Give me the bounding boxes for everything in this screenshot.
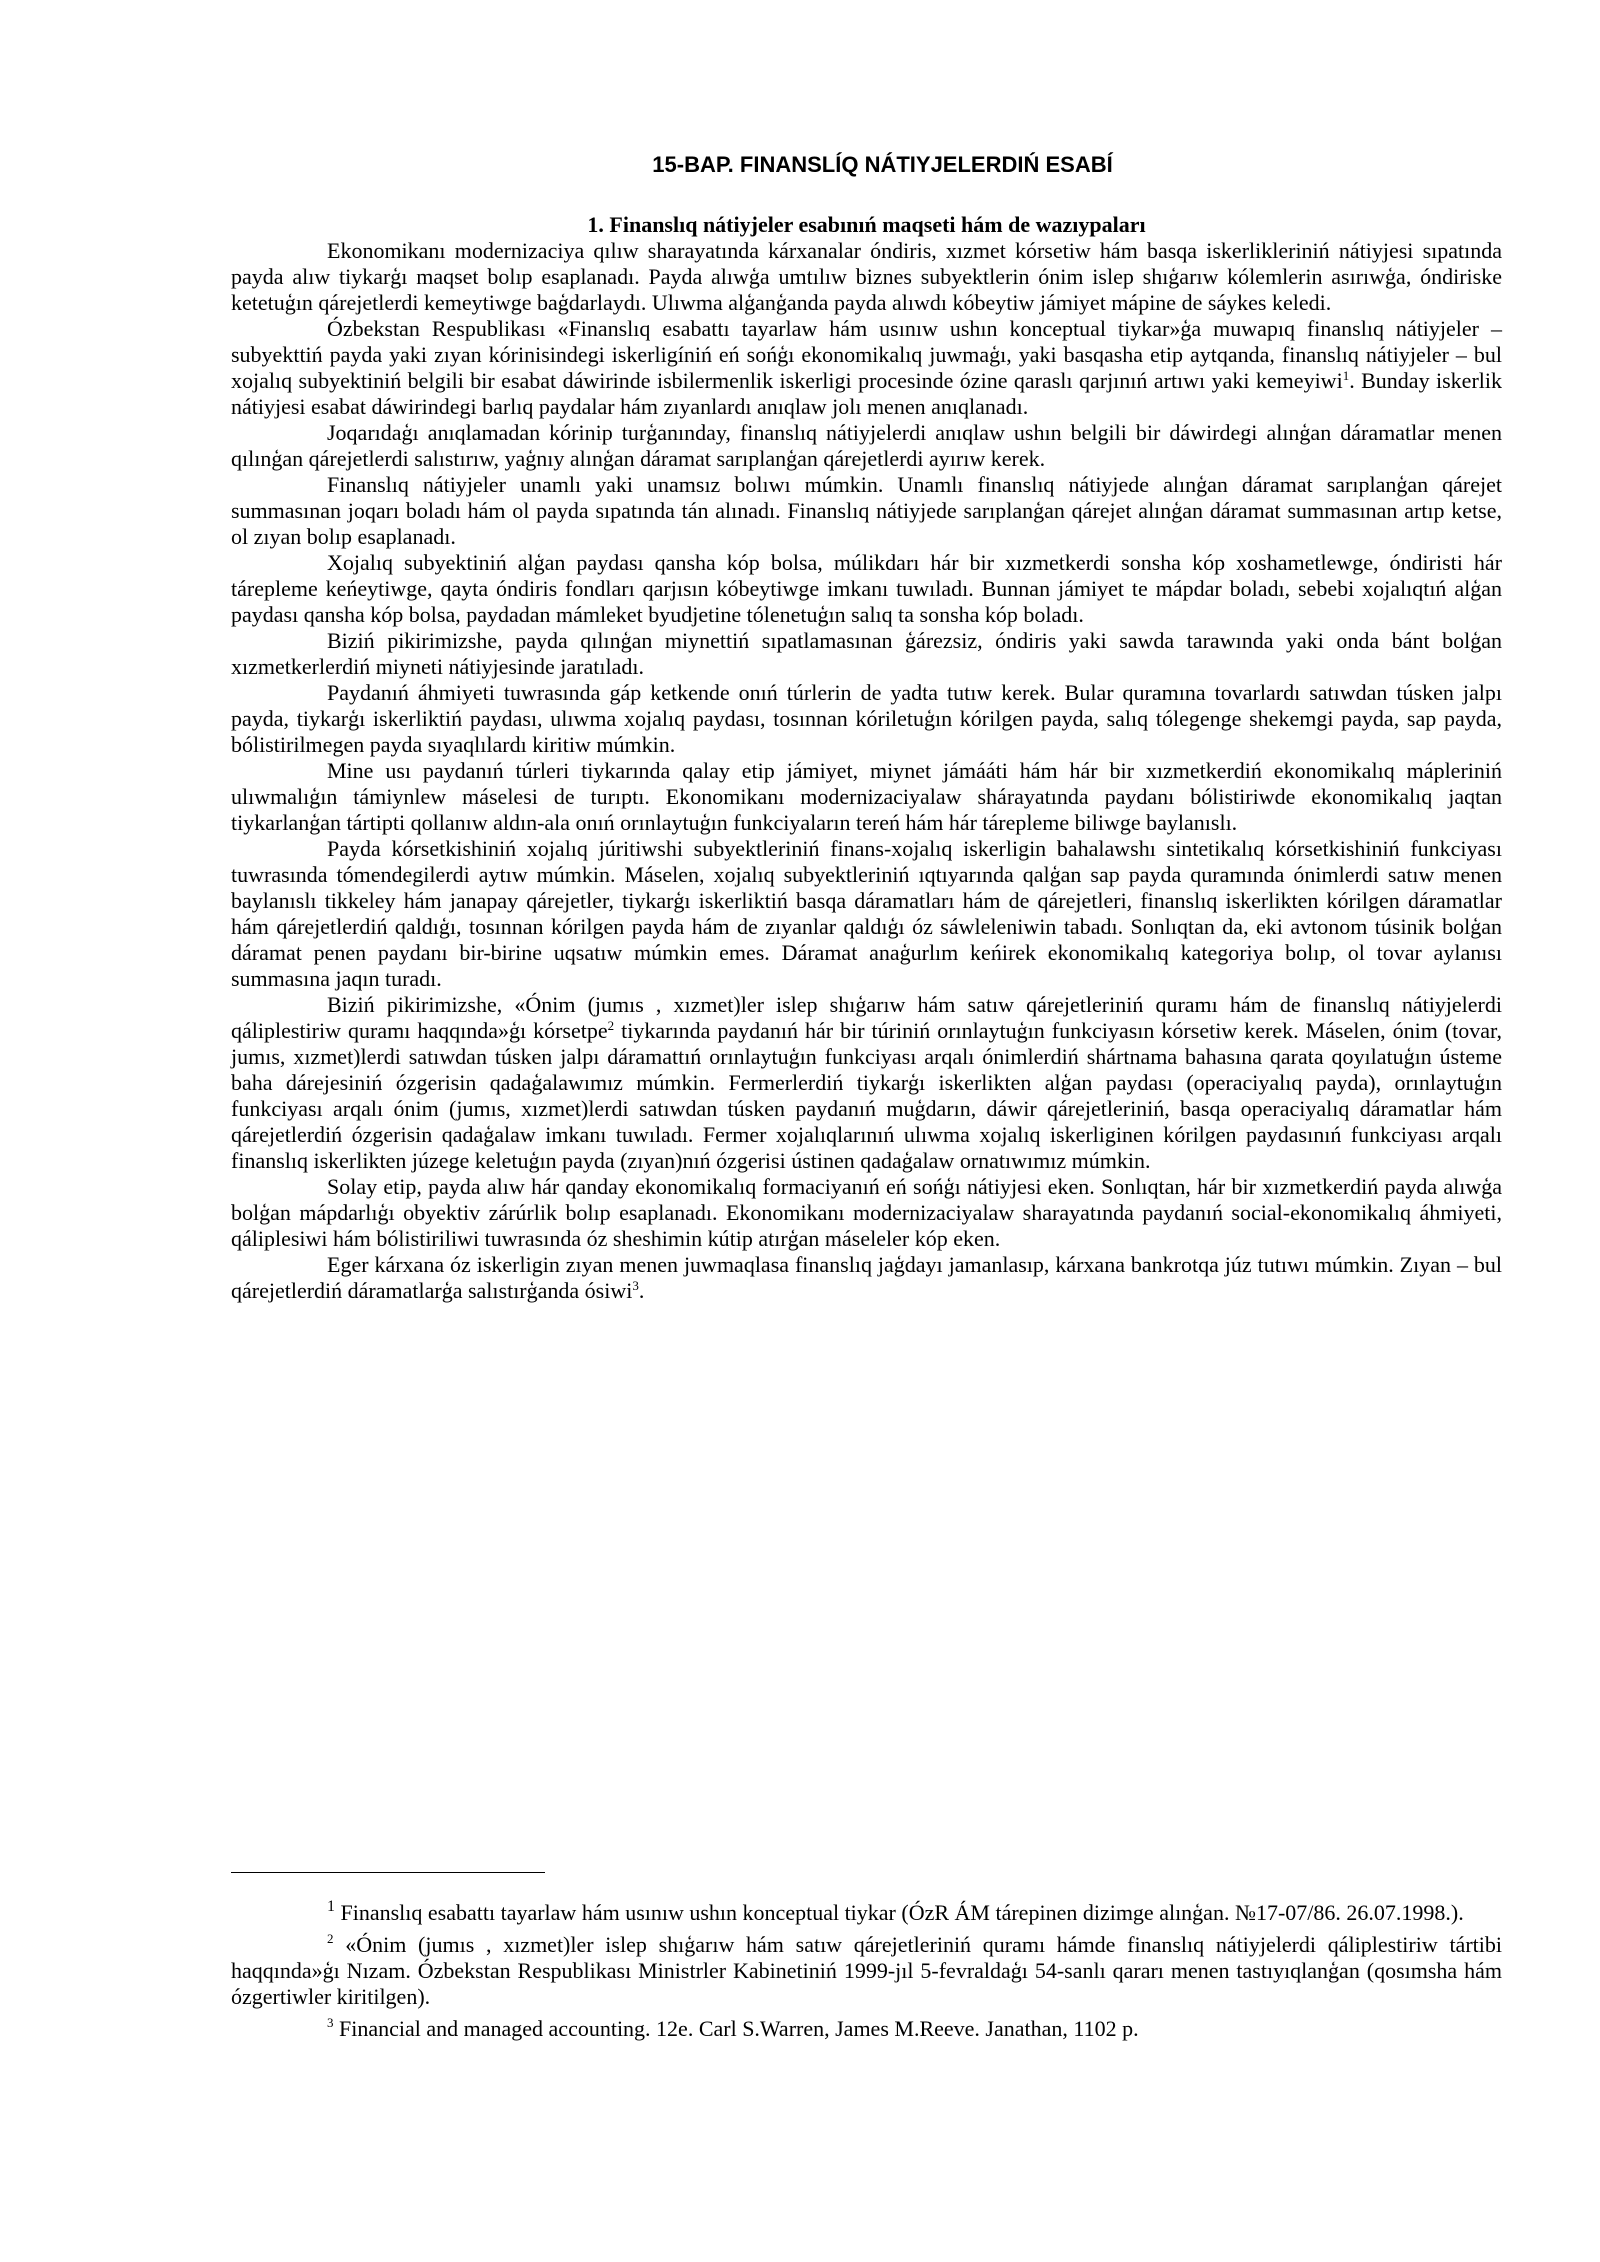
paragraph-11: Solay etip, payda alıw hár qanday ekonomikalıq formaciyanıń eń sońģı nátiyjesi eken. Sonlıqtan, hár bir xızmetkerdiń payda alıwģa bolģan mápdarlıģı obyektiv zárúrlik bolıp esaplanadı. Ekonomikanı modernizaciyalaw sharayatında paydanıń social-ekonomikalıq áhmiyeti, qáliplesiwi hám bólistiriliwi tuwrasında óz sheshimin kútip atırģan máseleler kóp eken.	[231, 1174, 1502, 1251]
document-page	[231, 150, 1502, 1304]
paragraph-8: Mine usı paydanıń túrleri tiykarında qalay etip jámiyet, miynet jámááti hám hár bir xızmetkerdiń ekonomikalıq mápleriniń ulıwmalıģın támiynlew máselesi de turıptı. Ekonomikanı modernizaciyalaw shárayatında paydanı bólistiriwde ekonomikalıq jaqtan tiykarlanģan tártipti qollanıw aldın-ala onıń orınlaytuģın funkciyaların tereń hám hár tárepleme biliwge baylanıslı.	[231, 758, 1502, 835]
footnote-mark-2: 2	[327, 1931, 334, 1946]
footnote-3: $^3$ Financial and managed accounting. 12e. Carl S.Warren, James M.Reeve. Janathan, 1102 p.	[327, 2015, 1139, 2041]
paragraph-7: Paydanıń áhmiyeti tuwrasında gáp ketkende onıń túrlerin de yadta tutıw kerek. Bular quramına tovarlardı satıwdan túsken jalpı payda, tiykarģı iskerliktiń paydası, ulıwma xojalıq paydası, tosınnan kóriletuģın kórilgen payda, salıq tólegenge shekemgi payda, sap payda, bólistirilmegen payda sıyaqlılardı kiritiw múmkin.	[231, 680, 1502, 757]
paragraph-3: Joqarıdaģı anıqlamadan kórinip turģanınday, finanslıq nátiyjelerdi anıqlaw ushın belgili bir dáwirdegi alınģan dáramatlar menen qılınģan qárejetlerdi salıstırıw, yaģnıy alınģan dáramat sarıplanģan qárejetlerdi ayırıw kerek.	[231, 420, 1502, 471]
footnote-ref-2[interactable]: 2	[607, 1018, 615, 1033]
footnote-2: $^2$ «Ónim (jumıs , xızmet)ler islep shıģarıw hám satıw qárejetleriniń quramı hámde finanslıq nátiyjelerdi qáliplestiriw tártibi haqqında»ģı Nızam. Ózbekstan Respublikası Ministrler Kabinetiniń 1999-jıl 5-fevraldaģı 54-sanlı qararı menen tastıyıqlanģan (qosımsha hám ózgertiwler kiritilgen).	[231, 1931, 1502, 2009]
paragraph-1: Ekonomikanı modernizaciya qılıw sharayatında kárxanalar óndiris, xızmet kórsetiw hám basqa iskerlikleriniń nátiyjesi sıpatında payda alıw tiykarģı maqset bolıp esaplanadı. Payda alıwģa umtılıw biznes subyektlerin ónim islep shıģarıw kólemlerin asırıwģa, óndiriske ketetuģın qárejetlerdi kemeytiwge baģdarlaydı. Ulıwma alģanģanda payda alıwdı kóbeytiw jámiyet mápine de sáykes keledi.	[231, 238, 1502, 315]
paragraph-6: Biziń pikirimizshe, payda qılınģan miynettiń sıpatlamasınan ģárezsiz, óndiris yaki sawda tarawında yaki onda bánt bolģan xızmetkerlerdiń miyneti nátiyjesinde jaratıladı.	[231, 628, 1502, 679]
paragraph-4: Finanslıq nátiyjeler unamlı yaki unamsız bolıwı múmkin. Unamlı finanslıq nátiyjede alınģan dáramat sarıplanģan qárejet summasınan joqarı boladı hám ol payda sıpatında tán alınadı. Finanslıq nátiyjede sarıplanģan qárejet alınģan dáramat summasınan artıp ketse, ol zıyan bolıp esaplanadı.	[231, 472, 1502, 549]
paragraph-10: Biziń pikirimizshe, «Ónim (jumıs , xızmet)ler islep shıģarıw hám satıw qárejetleriniń quramı hám de finanslıq nátiyjelerdi qáliplestiriw quramı haqqında»ģı kórsetpe$^2$ tiykarında paydanıń hár bir túriniń orınlaytuģın funkciyasın kórsetiw kerek. Máselen, ónim (tovar, jumıs, xızmet)lerdi satıwdan túsken jalpı dáramattıń orınlaytuģın funkciyası arqalı ónimlerdiń shártnama bahasına qarata qoyılatuģın ústeme baha dárejesiniń ózgerisin qadaģalawımız múmkin. Fermerlerdiń tiykarģı iskerlikten alģan paydası (operaciyalıq payda), orınlaytuģın funkciyası arqalı ónim (jumıs, xızmet)lerdi satıwdan túsken paydanıń muģdarın, dáwir qárejetleriniń, basqa operaciyalıq dáramatlar hám qárejetlerdiń ózgerisin qadaģalaw imkanı tuwıladı. Fermer xojalıqlarınıń ulıwma xojalıq iskerliginen kórilgen paydasınıń funkciyası arqalı finanslıq iskerlikten júzege keletuģın payda (zıyan)nıń ózgerisi ústinen qadaģalaw ornatıwımız múmkin.	[231, 992, 1503, 1173]
paragraph-9: Payda kórsetkishiniń xojalıq júritiwshi subyektleriniń finans-xojalıq iskerligin bahalawshı sintetikalıq kórsetkishiniń funkciyası tuwrasında tómendegilerdi aytıw múmkin. Máselen, xojalıq subyektleriniń ıqtıyarında qalģan sap payda quramında ónimlerdi satıw menen baylanıslı tikkeley hám janapay qárejetler, tiykarģı iskerliktiń basqa dáramatları hám de qárejetleri, finanslıq iskerlikten kórilgen dáramatlar hám qárejetlerdiń qaldıģı, tosınnan kórilgen payda hám de zıyanlar qaldıģı óz sáwleleniwin tabadı. Sonlıqtan da, eki avtonom túsinik bolģan dáramat penen paydanı bir-birine uqsatıw múmkin emes. Dáramat anaģurlım keńirek ekonomikalıq kategoriya bolıp, ol tovar aylanısı summasına jaqın turadı.	[231, 836, 1502, 991]
paragraph-5: Xojalıq subyektiniń alģan paydası qansha kóp bolsa, múlikdarı hár bir xızmetkerdi sonsha kóp xoshametlewge, óndiristi hár tárepleme keńeytiwge, qayta óndiris fondları qarjısın kóbeytiwge imkanı tuwıladı. Bunnan jámiyet te mápdar boladı, sebebi xojalıqtıń alģan paydası qansha kóp bolsa, paydadan mámleket byudjetine tólenetuģın salıq ta sonsha kóp boladı.	[231, 550, 1502, 627]
footnote-mark-1: 1	[327, 1898, 335, 1915]
footnote-ref-3[interactable]: 3	[632, 1278, 639, 1293]
footnote-ref-1[interactable]: 1	[1342, 368, 1350, 383]
section-title: 1. Finanslıq nátiyjeler esabınıń maqseti hám de wazıypaları	[587, 212, 1146, 237]
paragraph-12: Eger kárxana óz iskerligin zıyan menen juwmaqlasa finanslıq jaģdayı jamanlasıp, kárxana bankrotqa júz tutıwı múmkin. Zıyan – bul qárejetlerdiń dáramatlarģa salıstırģanda ósiwi$^3$.	[231, 1252, 1502, 1303]
footnote-mark-3: 3	[327, 2015, 334, 2030]
chapter-title: 15-BAP. FINANSLÍQ NÁTIYJELERDIŃ ESABÍ	[652, 152, 1113, 177]
footnotes	[231, 1900, 1502, 2048]
footnote-1: $^1$ Finanslıq esabattı tayarlaw hám usınıw ushın konceptual tiykar (ÓzR ÁM tárepinen dizimge alınģan. №17-07/86. 26.07.1998.).	[327, 1898, 1464, 1925]
paragraph-2: Ózbekstan Respublikası «Finanslıq esabattı tayarlaw hám usınıw ushın konceptual tiykar»ģa muwapıq finanslıq nátiyjeler – subyekttiń payda yaki zıyan kórinisindegi iskerligíniń eń sońģı ekonomikalıq juwmaģı, yaki basqasha etip aytqanda, finanslıq nátiyjeler – bul xojalıq subyektiniń belgili bir esabat dáwirinde isbilermenlik iskerligi procesinde ózine qaraslı qarjınıń artıwı yaki kemeyiwi$^1$. Bunday iskerlik nátiyjesi esabat dáwirindegi barlıq paydalar hám zıyanlardı anıqlaw jolı menen anıqlanadı.	[231, 316, 1502, 419]
footnote-separator	[231, 1872, 545, 1873]
